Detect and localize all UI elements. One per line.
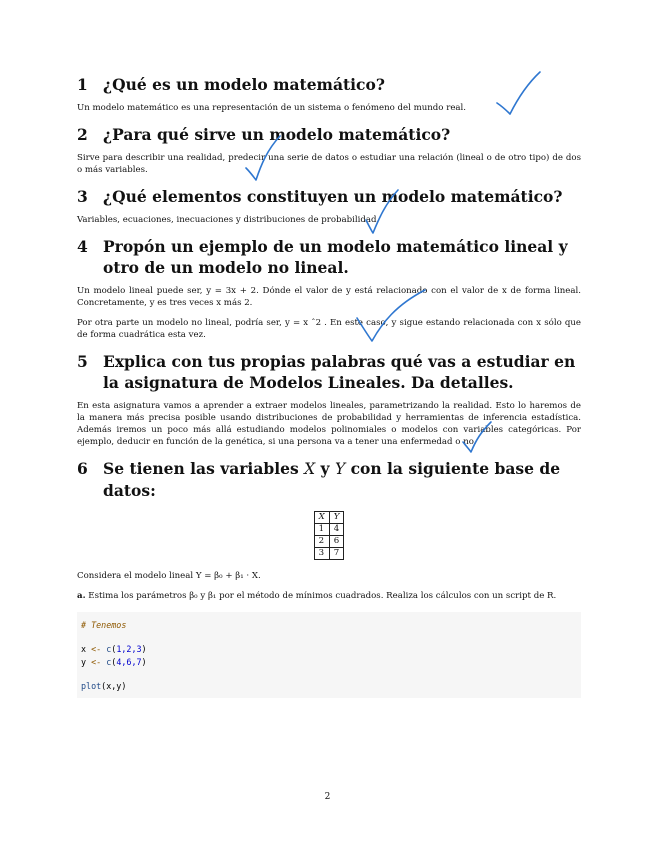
code-line-plot: plot(x,y) (81, 680, 127, 691)
code-function: c (106, 656, 112, 667)
page-number: 2 (324, 792, 331, 802)
code-args: 4,6,7 (116, 656, 142, 667)
section-number: 6 (77, 459, 88, 478)
table-cell: 7 (329, 548, 344, 560)
task-a (77, 590, 581, 602)
section-3-heading (77, 186, 581, 207)
model-statement: Considera el modelo lineal Y = β₀ + β₁ · X. (77, 571, 261, 581)
code-assign: <- (91, 656, 102, 667)
r-code-block (77, 612, 581, 698)
code-line-x: x <- c(1,2,3) (81, 644, 147, 655)
code-function: plot (81, 680, 102, 691)
section-3-answer: Variables, ecuaciones, inecuaciones y distribuciones de probabilidad. (77, 215, 380, 225)
code-var: x (81, 644, 87, 655)
table-header: X (314, 512, 329, 524)
section-1-heading (77, 74, 581, 95)
section-title: Explica con tus propias palabras qué vas a estudiar en la asignatura de Modelos Lineales. Da detalles. (103, 352, 576, 392)
table-header: Y (329, 512, 344, 524)
table-row (314, 524, 344, 536)
section-2-answer: Sirve para describir una realidad, predecir una serie de datos o estudiar una relación (lineal o de otro tipo) de dos o más variables. (77, 153, 581, 175)
section-number: 3 (77, 187, 88, 206)
table-cell: 2 (314, 536, 329, 548)
code-function: c (106, 644, 112, 655)
page-content (77, 70, 581, 698)
section-5-heading (77, 351, 581, 393)
table-cell: 3 (314, 548, 329, 560)
table-cell: 1 (314, 524, 329, 536)
code-var: y (81, 656, 87, 667)
code-blank-line (81, 631, 577, 643)
section-title: ¿Para qué sirve un modelo matemático? (103, 125, 451, 144)
section-4-answer-nonlinear: Por otra parte un modelo no lineal, podría ser, y = x ˆ2 . En este caso, y sigue estando relacionada con x sólo que de forma cuadrática esta vez. (77, 318, 581, 340)
section-title: Propón un ejemplo de un modelo matemático lineal y otro de un modelo no lineal. (103, 237, 568, 277)
section-4-heading (77, 236, 581, 278)
section-6-heading (77, 458, 581, 501)
code-args: x,y (106, 680, 122, 691)
section-number: 2 (77, 125, 88, 144)
section-title: ¿Qué es un modelo matemático? (103, 75, 385, 94)
section-number: 5 (77, 352, 88, 371)
title-part: con la siguiente base de datos: (103, 459, 561, 500)
title-part: Se tienen las variables (103, 459, 305, 478)
code-args: 1,2,3 (116, 644, 142, 655)
section-number: 1 (77, 75, 88, 94)
data-table (314, 511, 345, 560)
variable-x: X (304, 460, 316, 478)
code-line-y: y <- c(4,6,7) (81, 656, 147, 667)
table-row (314, 548, 344, 560)
section-1-answer: Un modelo matemático es una representación de un sistema o fenómeno del mundo real. (77, 103, 467, 113)
title-part: y (315, 459, 335, 478)
code-blank-line (81, 668, 577, 680)
variable-y: Y (334, 460, 346, 478)
code-comment: # Tenemos (81, 620, 127, 630)
section-2-heading (77, 124, 581, 145)
table-row (314, 536, 344, 548)
section-4-answer-linear: Un modelo lineal puede ser, y = 3x + 2. Dónde el valor de y está relacionado con el valor de x de forma lineal. Concretamente, y es tres veces x más 2. (77, 286, 581, 308)
task-label: a. (77, 591, 86, 601)
section-number: 4 (77, 237, 88, 256)
table-header-row (314, 512, 344, 524)
table-cell: 4 (329, 524, 344, 536)
section-title: ¿Qué elementos constituyen un modelo matemático? (103, 187, 563, 206)
task-text: Estima los parámetros β₀ y β₁ por el método de mínimos cuadrados. Realiza los cálculos con un script de R. (85, 591, 557, 601)
section-5-answer: En esta asignatura vamos a aprender a extraer modelos lineales, parametrizando la realidad. Esto lo haremos de la manera más precisa posible usando distribuciones de probabilidad y herramientas de inferencia estadística. Además iremos un poco más allá estudiando modelos polinomiales o modelos con variables categóricas. Por ejemplo, deducir en función de la genética, si una persona va a tener una enfermedad o no. (77, 401, 581, 447)
section-title (103, 458, 581, 501)
table-cell: 6 (329, 536, 344, 548)
code-assign: <- (91, 644, 102, 655)
